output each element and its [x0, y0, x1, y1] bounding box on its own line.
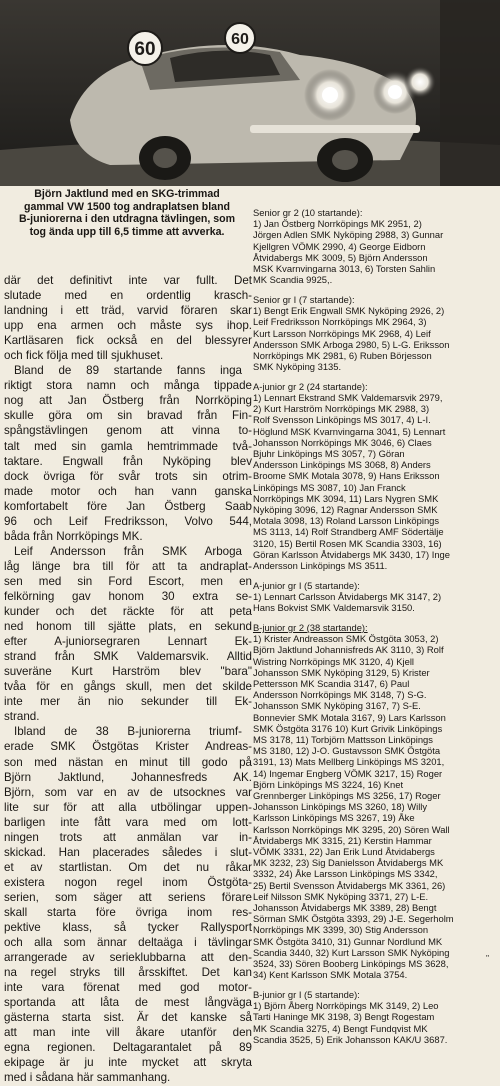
results-line: Scandia 3440, 32) Kurt Larsson SMK Nyköping — [253, 946, 450, 958]
results-line: 14) Ingemar Engberg VÖMK 3217, 15) Roger — [253, 767, 443, 779]
article-line: ned honom till sjätte plats, en sekund — [4, 620, 252, 634]
article-line: egna regionen. Deltagarantalet på 89 — [4, 1041, 252, 1055]
results-line: Johansson Linköpings MS 3260, 18) Willy — [253, 801, 428, 813]
results-line: Björn Linköpings MS 3224, 16) Knet — [253, 778, 404, 790]
results-line: Karlsson Norrköpings MK 3295, 20) Sören Wall — [253, 823, 450, 835]
article-line: suveräne Kurt Harström blev "bara" — [4, 665, 252, 679]
results-section — [253, 989, 497, 1045]
results-line: Höglund MSK Kvarnvingarna 3041, 5) Lennart — [253, 425, 446, 437]
results-section — [253, 294, 497, 372]
article-line: efter A-juniorsegraren Lennart Ek- — [4, 635, 252, 649]
article-line: Björn, som var en av de utsocknes var — [4, 785, 252, 799]
article-line: att man inte vill åkare utanför den — [4, 1026, 252, 1040]
results-line: 1) Jan Östberg Norrköpings MK 2951, 2) — [253, 218, 422, 230]
results-line: Hans Bokvist SMK Valdemarsvik 3150. — [253, 602, 415, 614]
caption-line: B-juniorerna i den utdragna tävlingen, som — [18, 213, 236, 226]
article-line: Ibland de 38 B-juniorerna triumf- — [14, 725, 242, 739]
results-line: Tarti Haninge MK 3198, 3) Bengt Rogestam — [253, 1011, 435, 1023]
results-line: Broome SMK Motala 3078, 9) Hans Eriksson — [253, 470, 440, 482]
article-line: 96 och Leif Fredriksson, Volvo 544, — [4, 514, 252, 528]
results-line: MS 3178, 11) Torbjörn Mattsson Linköpings — [253, 733, 433, 745]
article-body — [4, 273, 252, 1086]
article-line: et av startlistan. Om det nu råkar — [4, 860, 252, 874]
results-line: Sörman SMK Östgöta 3393, 29) J-E. Segerholm — [253, 913, 454, 925]
results-section — [253, 207, 497, 285]
results-line: Johansson Norrköpings MK 3046, 6) Claes — [253, 436, 432, 448]
results-column — [253, 207, 497, 1053]
caption-line: Björn Jaktlund med en SKG-trimmad — [34, 188, 220, 200]
article-line: riktigt stora namn och många tippade — [4, 379, 252, 393]
start-number-right: 60 — [231, 31, 249, 48]
article-line: pektive klass, så tycker Rallysport — [4, 921, 252, 935]
results-line: 1) Lennart Carlsson Åtvidabergs MK 3147, 2) — [253, 591, 442, 602]
results-line: VÖMK 3331, 22) Jan Erik Lund Åtvidabergs — [253, 845, 435, 857]
results-line: 1) Lennart Ekstrand SMK Valdemarsvik 2979, — [253, 392, 443, 404]
article-line: skall starta före övriga inom res- — [4, 905, 252, 919]
results-line: Johansson SMK Nyköping 3129, 5) Krister — [253, 666, 430, 678]
article-line: gästerna starta sist. Är det kanske så — [4, 1011, 252, 1025]
article-line: inte vara förenat med god motor- — [4, 981, 252, 995]
article-line: Björn Jaktlund, Johannesfreds AK. — [4, 770, 252, 784]
results-line: Rolf Svensson Linköpings MS 3017, 4) L-I. — [253, 414, 431, 426]
results-section — [253, 381, 497, 571]
rally-photo — [0, 0, 500, 186]
article-line: komfortabelt före Jan Östberg Saab — [4, 499, 252, 513]
results-line: Norrköpings MK 2981, 6) Ruben Börjesson — [253, 349, 432, 361]
results-heading: Senior gr I (7 startande): — [253, 293, 355, 305]
article-line: Kartläsaren fick också en del blessyrer — [4, 334, 252, 348]
results-line: Kurt Larsson Norrköpings MK 2968, 4) Leif — [253, 327, 431, 339]
article-line: tvåa för en gångs skull, men det skilde — [4, 680, 252, 694]
start-number-left: 60 — [134, 39, 156, 60]
results-line: SMK Östgöta 3176 10) Kurt Grivik Linköpings — [253, 722, 443, 734]
results-line: Johansson Åtvidabergs MK 3389, 28) Bengt — [253, 901, 437, 913]
results-line: 1) Bengt Erik Engwall SMK Nyköping 2926, 2) — [253, 305, 445, 317]
article-line: landning i ett träd, varvid föraren skar — [4, 304, 252, 318]
results-line: Linköpings MS 3087, 10) Jan Franck — [253, 481, 406, 493]
results-line: Norrköpings MK 3399, 30) Stig Andersson — [253, 924, 429, 936]
results-line: SMK Östgöta 3410, 31) Gunnar Nordlund MK — [253, 935, 443, 947]
results-line: Wistring Norrköpings MK 3120, 4) Kjell — [253, 655, 414, 667]
results-line: Andersson SMK Arboga 2980, 5) L-G. Eriksson — [253, 338, 450, 350]
results-line: Grennberger Linköpings MS 3256, 17) Roger — [253, 789, 441, 801]
results-line: Åtvidabergs MK 3009, 5) Björn Andersson — [253, 251, 428, 263]
article-line: där det definitivt inte var fullt. Det — [4, 274, 252, 287]
results-line: Scandia 3525, 5) Erik Johansson KAK/U 3687. — [253, 1033, 448, 1045]
photo-caption — [6, 188, 248, 238]
results-heading: B-junior gr I (5 startande): — [253, 988, 360, 1000]
article-line: upp ena armen och måste sys ihop. — [4, 319, 252, 333]
article-line: strand från SMK Valdemarsvik. Alltid — [4, 650, 252, 664]
results-line: Leif Nilsson SMK Nyköping 3371, 27) L-E. — [253, 890, 429, 902]
results-line: MK Scandia 9925,. — [253, 274, 333, 286]
results-line: Andersson Norrköpings MK 3148, 7) S-G. — [253, 689, 427, 701]
results-line: Åtvidabergs MK 3315, 21) Kerstin Hammar — [253, 834, 432, 846]
results-line: Bjuhr Linköpings MS 3057, 7) Göran — [253, 448, 405, 460]
results-line: 3191, 13) Mats Mellberg Linköpings MS 3201, — [253, 756, 445, 768]
article-line: existera nogon regel inom Östgöta- — [4, 875, 252, 889]
article-line: sen med sin Ford Escort, men en — [4, 574, 252, 588]
results-line: MS 3113, 14) Rolf Strandberg AMF Södertälje — [253, 526, 444, 538]
results-line: 34) Kent Karlsson SMK Motala 3754. — [253, 969, 408, 981]
results-line: 25) Bertil Svensson Åtvidabergs MK 3361, 26) — [253, 879, 446, 891]
article-line: na regel stryks till årsskiftet. Det kan — [4, 966, 252, 980]
results-line: Göran Karlsson Åtvidabergs MK 3430, 17) Inge — [253, 548, 450, 560]
results-section — [253, 580, 497, 614]
results-line: Bonnevier SMK Motala 3167, 9) Lars Karlsson — [253, 711, 446, 723]
article-line: nog att Jan Östberg från Norrköping — [4, 394, 252, 408]
results-line: 3120, 15) Bertil Rosen MK Scandia 3303, 16) — [253, 537, 442, 549]
article-line: spångstävlingen genom att vinna to- — [4, 424, 252, 438]
article-line: son med nästan en minut till godo på — [4, 755, 252, 769]
article-line: inte mer än nio sekunder till Ek- — [4, 695, 252, 709]
results-line: Johansson SMK Nyköping 3167, 7) S-E. — [253, 700, 421, 712]
article-line: serien, som säger att seriens förare — [4, 890, 252, 904]
article-line: och fick följa med till sjukhuset. — [4, 349, 164, 363]
article-line: Leif Andersson från SMK Arboga — [14, 544, 242, 558]
article-line: och alla som ännar deltaäga i tävlingar — [4, 936, 252, 950]
results-line: MK Scandia 3275, 4) Bengt Fundqvist MK — [253, 1022, 428, 1034]
results-heading: B-junior gr 2 (38 startande): — [253, 621, 368, 633]
article-line: made motor och han vann ganska — [4, 484, 252, 498]
article-line: strand. — [4, 710, 40, 724]
results-line: 3524, 33) Sören Booberg Linköpings MS 3628, — [253, 958, 449, 969]
results-line: MS 3180, 12) J-O. Gustavsson SMK Östgöta — [253, 745, 441, 757]
results-line: 1) Krister Andreasson SMK Östgöta 3053, 2) — [253, 633, 439, 645]
results-section — [253, 622, 497, 981]
results-line: SMK Nyköping 3135. — [253, 361, 342, 373]
article-line: ningen trots att anmälan var in- — [4, 830, 252, 844]
article-line: med i sådana här sammanhang. — [4, 1071, 171, 1085]
results-heading: A-junior gr I (5 startande): — [253, 579, 360, 591]
results-line: Pettersson MK Scandia 3147, 6) Paul — [253, 677, 410, 689]
results-heading: A-junior gr 2 (24 startande): — [253, 380, 368, 392]
article-line: båda från Norrköpings MK. — [4, 529, 143, 543]
article-line: skickad. Han placerades således i slut- — [4, 845, 252, 859]
article-line: skulle göra om sin bravad från Fin- — [4, 409, 252, 423]
article-line: Bland de 89 startande fanns inga — [14, 364, 242, 378]
results-line: MK 3232, 23) Sig Danielsson Åtvidabergs MK — [253, 857, 444, 869]
results-line: 1) Björn Åberg Norrköpings MK 3149, 2) Leo — [253, 1000, 439, 1012]
page-mark: '' — [486, 954, 490, 963]
article-line: slutade med en ordentlig krasch- — [4, 289, 252, 303]
results-line: Jörgen Adlen SMK Nyköping 2988, 3) Gunnar — [253, 229, 444, 241]
article-line: ekipage är ju inte mycket att skryta — [4, 1056, 252, 1070]
results-line: Karlsson Linköpings MS 3267, 19) Åke — [253, 812, 415, 824]
results-line: Norrköpings MK 3094, 11) Lars Nygren SMK — [253, 492, 439, 504]
caption-line: gammal VW 1500 tog andraplatsen bland — [23, 200, 231, 213]
article-line: låg länge bra till för att ta andraplat- — [4, 559, 252, 573]
results-line: Andersson Linköpings MS 3068, 8) Anders — [253, 459, 431, 471]
results-line: MSK Kvarnvingarna 3013, 6) Torsten Sahlin — [253, 263, 436, 275]
article-line: sportanda att låta de mest långväga — [4, 996, 252, 1010]
results-line: Kjellgren VÖMK 2990, 4) George Eidborn — [253, 240, 426, 252]
results-line: Andersson Linköpings MS 3511. — [253, 560, 388, 572]
results-line: Nyköping 3096, 12) Ragnar Andersson SMK — [253, 504, 438, 516]
article-line: kunder och det räckte för att peta — [4, 605, 252, 619]
results-line: Leif Fredriksson Norrköpings MK 2964, 3) — [253, 316, 427, 328]
results-line: 3332, 24) Åke Larsson Linköpings MS 3342, — [253, 868, 438, 880]
article-line: talt med sin gamla hemtrimmade två- — [4, 439, 252, 453]
article-line: arrangerade av serieklubbarna att den- — [4, 951, 252, 965]
caption-line: tog ända upp till 6,5 timme att avverka. — [29, 225, 225, 238]
results-line: Björn Jaktlund Johannisfreds AK 3110, 3) Rolf — [253, 644, 444, 656]
results-line: Motala 3098, 13) Roland Larsson Linköpings — [253, 515, 440, 527]
article-line: taktare. Engwall från Nyköping blev — [4, 454, 252, 468]
article-line: dock övriga för svår trots sin otrim- — [4, 469, 252, 483]
results-heading: Senior gr 2 (10 startande): — [253, 207, 363, 218]
article-line: lite sur för att alla utbölingar uppen- — [4, 800, 252, 814]
article-line: erade SMK Östgötas Krister Andreas- — [4, 740, 252, 754]
article-line: barligen inte fått vara med om lott- — [4, 815, 252, 829]
article-line: felkörning gav honom 30 extra se- — [4, 589, 252, 603]
results-line: 2) Kurt Harström Norrköpings MK 2988, 3) — [253, 403, 430, 415]
